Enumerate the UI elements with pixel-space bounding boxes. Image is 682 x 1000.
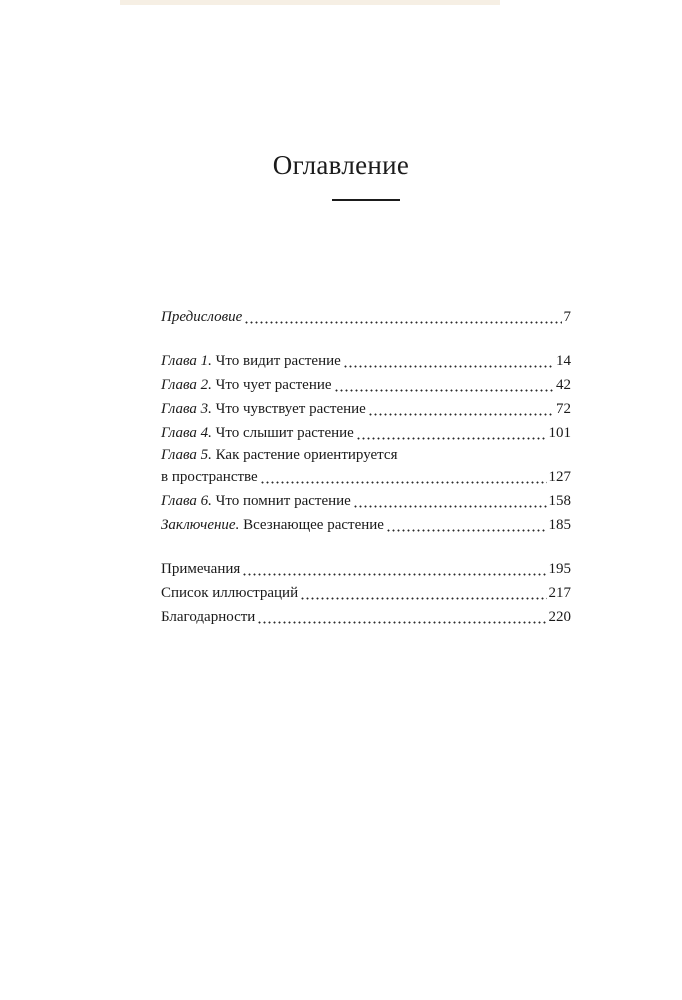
toc-entry-notes[interactable] <box>161 557 571 581</box>
title-rule <box>332 199 400 201</box>
toc-page-number: 217 <box>548 585 571 601</box>
toc-entry-label-continued: в пространстве <box>161 469 258 485</box>
toc-chapter-prefix: Глава 4. <box>161 425 212 441</box>
dot-leader <box>334 389 554 392</box>
toc-chapter-prefix: Глава 1. <box>161 353 212 369</box>
toc-entry-illustrations[interactable] <box>161 581 571 605</box>
page-edge-tint <box>120 0 500 5</box>
toc-page-number: 127 <box>548 469 571 485</box>
toc-chapter-prefix: Глава 3. <box>161 401 212 417</box>
toc-page-number: 7 <box>563 309 571 325</box>
toc-entry-chapter-4[interactable] <box>161 421 571 445</box>
dot-leader <box>257 621 546 624</box>
dot-leader <box>242 573 546 576</box>
toc-conclusion-prefix: Заключение. <box>161 517 240 533</box>
toc-page-number: 158 <box>548 493 571 509</box>
toc-chapter-prefix: Глава 5. <box>161 447 212 463</box>
toc-entry-conclusion[interactable] <box>161 513 571 537</box>
toc-entry-label: Что слышит растение <box>215 425 354 441</box>
toc-entry-label: Список иллюстраций <box>161 585 299 601</box>
toc-page-number: 72 <box>556 401 571 417</box>
toc-entry-chapter-2[interactable] <box>161 373 571 397</box>
toc-entry-label: Что чувствует растение <box>215 401 366 417</box>
toc-entry-chapter-3[interactable] <box>161 397 571 421</box>
toc-entry-label: Что помнит растение <box>215 493 351 509</box>
dot-leader <box>244 321 561 324</box>
toc-page-number: 101 <box>548 425 571 441</box>
toc-chapter-prefix: Глава 6. <box>161 493 212 509</box>
toc-entry-chapter-5-line-1[interactable] <box>161 445 571 465</box>
page-title: Оглавление <box>272 150 410 180</box>
toc-chapter-prefix: Глава 2. <box>161 377 212 393</box>
dot-leader <box>368 413 554 416</box>
toc-page-number: 42 <box>556 377 571 393</box>
toc-entry-chapter-6[interactable] <box>161 489 571 513</box>
toc-entry-label: Что видит растение <box>215 353 341 369</box>
toc-page-number: 195 <box>548 561 571 577</box>
toc-entry-chapter-5-line-2[interactable] <box>161 465 571 489</box>
toc-entry-label: Что чует растение <box>215 377 332 393</box>
toc-page-number: 185 <box>548 517 571 533</box>
dot-leader <box>260 481 547 484</box>
toc-entry-label: Предисловие <box>161 309 243 325</box>
dot-leader <box>356 437 547 440</box>
toc-page-number: 14 <box>556 353 571 369</box>
toc-page-number: 220 <box>548 609 571 625</box>
dot-leader <box>386 529 547 532</box>
toc-entry-preface[interactable] <box>161 305 571 329</box>
toc-entry-label: Примечания <box>161 561 241 577</box>
toc-entry-chapter-1[interactable] <box>161 349 571 373</box>
dot-leader <box>300 597 546 600</box>
table-of-contents <box>161 305 571 629</box>
toc-entry-label: Всезнающее растение <box>243 517 384 533</box>
toc-entry-label: Как растение ориентируется <box>215 447 398 463</box>
dot-leader <box>353 505 547 508</box>
toc-entry-label: Благодарности <box>161 609 256 625</box>
dot-leader <box>343 365 554 368</box>
toc-entry-acknowledgements[interactable] <box>161 605 571 629</box>
